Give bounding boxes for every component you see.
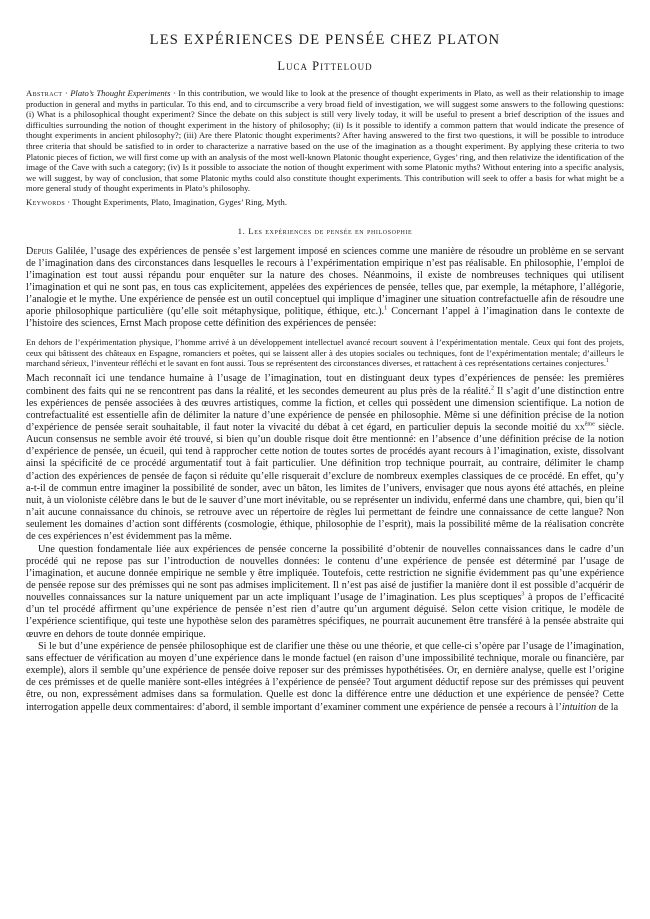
abstract-english-title: Plato’s Thought Experiments [70,88,171,98]
keywords [26,197,624,208]
paragraph-4-text-a: Si le but d’une expérience de pensée philosophique est de clarifier une thèse ou une théorie, et que celle-ci s’opère par l’usage de l’imagination, sans effectuer de vérification au moyen d’une expérience dans le monde factuel (en raison d’une impossibilité technique, morale ou financière, par exemple), alors il semble qu’une expérience de pensée doive reposer sur des prémisses hypothétisées. Or, en dernière analyse, quelle est l’origine de ces prémisses et de quelle manière sont-elles intégrées à l’expérience de pensée? Tout argument déductif repose sur des prémisses qui peuvent être, ou non, expressément admises dans sa formulation. Quelle est donc la différence entre une déduction et une expérience de pensée? Cette interrogation appelle deux commentaires: d’abord, il semble important d’examiner comment une expérience de pensée a recours à l’ [26,640,624,713]
paragraph-2-text-c: siècle. Aucun consensus ne semble avoir été trouvé, si bien qu’un double risque doit être mentionné: en l’absence d’une définition précise de la notion d’expérience de pensée, un écueil, qui tend à rapprocher cette notion de toutes sortes de procédés ayant recours à l’imagination, existe, dissolvant ainsi la spécificité de ce procédé argumentatif tout à fait particulier. Une définition trop technique pourrait, au contraire, délimiter le champ d’action des expériences de pensée de façon si réduite qu’elle risquerait d’exclure de nombreux exemples classiques de ce procédé. En effet, qu’y a-t-il de commun entre imaginer la possibilité de sonder, avec un bâton, les limites de l’univers, envisager que nous ayons été attachés, en pleine nuit, à un violoniste célèbre dans le but de le sauver d’une mort inévitable, ou se représenter un individu, enfermé dans une chambre, qui, bien qu’il n’ait aucune connaissance du chinois, se retrouve avec un répertoire de règles lui permettant de feindre une connaissance de cette langue? Non seulement les domaines d’action sont différents (cosmologie, éthique, philosophie de l’esprit), mais la possibilité même de la réalisation concrète de ces expériences n’est évidemment pas la même. [26,421,624,543]
footnote-marker: 3 [521,591,525,598]
block-quote-text: En dehors de l’expérimentation physique, l’homme arrivé à un développement intellectuel avancé recourt souvent à l’expérimentation mentale. Ceux qui font des projets, ceux qui bâtissent des châteaux en Espagne, romanciers et poètes, qui se laissent aller à des utopies sociales ou techniques, font de l’expérimentation mentale; d’ailleurs le marchand sérieux, l’inventeur réfléchi et le savant en font aussi. Tous se représentent des circonstances diverses, et rattachent à ces représentations certaines conjectures. [26,336,624,369]
author-name: Luca Pitteloud [277,59,373,73]
footnote-marker: 1 [606,358,610,365]
paragraph-1-text-a: Galilée, l’usage des expériences de pensée s’est largement imposé en sciences comme une manière de résoudre un problème en se servant de l’imagination dans des circonstances dans lesquelles le recours à l’expérimentation empirique n’est pas réalisable. En philosophie, l’emploi de l’imagination est tout aussi répandu pour enquêter sur la nature des choses. Néanmoins, il existe de nombreuses techniques qui utilisent l’imagination et qui ne sont pas, en tous cas explicitement, appelées des expériences de pensée, telles que, par exemple, la métaphore, l’allégorie, l’analogie et le mythe. Une expérience de pensée est un outil conceptuel qui implique d’imaginer une situation contrefactuelle afin de résoudre une aporie philosophique particulière (qu’elle soit métaphysique, politique, éthique, etc.). [26,245,624,318]
keywords-label: Keywords [26,196,66,207]
keywords-text: Thought Experiments, Plato, Imagination, Gyges’ Ring, Myth. [72,196,287,207]
paragraph-2-text-a: Mach reconnaît ici une tendance humaine à l’usage de l’imagination, tout en distinguant deux types d’expériences de pensée: les premières combinent des faits qui ne se rencontrent pas dans la réalité, et les secondes demeurent au plus près de la réalité. [26,373,624,397]
paragraph-1 [26,246,624,331]
abstract-separator-2: · [170,88,179,98]
century-suffix: ème [584,421,595,428]
footnote-marker: 2 [490,385,494,392]
paragraph-3-text-b: à propos de l’efficacité d’un tel procédé affirment qu’une expérience de pensée n’est rien d’autre qu’un argument déguisé. Selon cette vision critique, le modèle de l’expérience scientifique, qui teste une hypothèse selon des paramètres spécifiques, ne pourrait aucunement être transféré à la pensée abstraite qui œuvre en dehors de toute donnée empirique. [26,592,624,640]
section-heading: 1. Les expériences de pensée en philosophie [237,225,413,236]
emphasis-intuition: intuition [561,701,597,713]
block-quote [26,337,624,370]
paragraph-2 [26,373,624,543]
paragraph-3 [26,544,624,641]
footnote-marker: 1 [384,305,388,312]
paragraph-2-text-b: Il s’agit d’une distinction entre les expériences de pensée associées à des œuvres artistiques, comme la fiction, et celles qui possèdent une dimension scientifique. La notion de contrefactualité est essentielle afin de délimiter la nature d’une expérience de pensée en philosophie. Même si une définition précise de la notion d’expérience de pensée serait souhaitable, il faut noter la vivacité du débat à cet égard, en particulier depuis la seconde moitié du [26,385,624,433]
paragraph-3-text-a: Une question fondamentale liée aux expériences de pensée concerne la possibilité d’obtenir de nouvelles connaissances dans le cadre d’un procédé qui ne repose pas sur l’introduction de nouvelles données: le contenu d’une expérience de pensée est déterminé par l’usage de l’imagination, et aucune donnée empirique ne semble y être impliquée. Toutefois, cette restriction ne signifie évidemment pas qu’une expérience de pensée repose sur des prémisses qui ne sont pas admises implicitement. Il n’est pas aisé de justifier la manière dont il est possible d’acquérir de nouvelles connaissances sur la nature uniquement par un acte impliquant l’usage de l’imagination. Les plus sceptiques [26,543,624,604]
abstract-separator: · [62,88,71,98]
paragraph-4 [26,641,624,714]
drop-word: Depuis [26,245,53,257]
abstract-label: Abstract [26,88,63,98]
keywords-separator: · [65,196,73,207]
abstract-text: In this contribution, we would like to look at the presence of thought experiments in Plato, as well as their relationship to image production in general and myths in particular. To this end, and to circumscribe a very broad field of investigation, we will suggest some answers to the following questions: (i) What is a philosophical thought experiment? Since the debate on this subject is still very lively today, it will be useful to present a brief description of the issues and difficulties surrounding the notion of thought experiment in the history of philosophy; (ii) Is it possible to identify a common pattern that would indicate the presence of thought experiments in ancient philosophy?; (iii) Are there Platonic thought experiments? After having answered to the first two questions, it will be possible to introduce three criteria that should be satisfied to in order to characterize a narrative based on the use of the imagination as a thought experiment. By applying these criteria to two Platonic pieces of fiction, we will first come up with an analysis of the most well-known Platonic thought experience, Gyges’ ring, and then relativize the identification of the image of the Cave with such a category; (iv) Is it possible to associate the notion of thought experiment with some Platonic myths? Without entering into a specific analysis, we will suggest, by way of conclusion, that some Platonic myths could also constitute thought experiments. This contribution will seek to offer a basis for what might be a more general study of thought experiments in Plato’s philosophy. [26,88,624,194]
abstract [26,88,624,194]
century-numeral: xx [574,421,585,433]
paragraph-1-text-b: Concernant l’appel à l’imagination dans le contexte de l’histoire des sciences, Ernst Mach propose cette définition des expériences de pensée: [26,306,624,330]
paragraph-4-text-b: de la [596,701,619,713]
paper-title: LES EXPÉRIENCES DE PENSÉE CHEZ PLATON [149,32,501,48]
